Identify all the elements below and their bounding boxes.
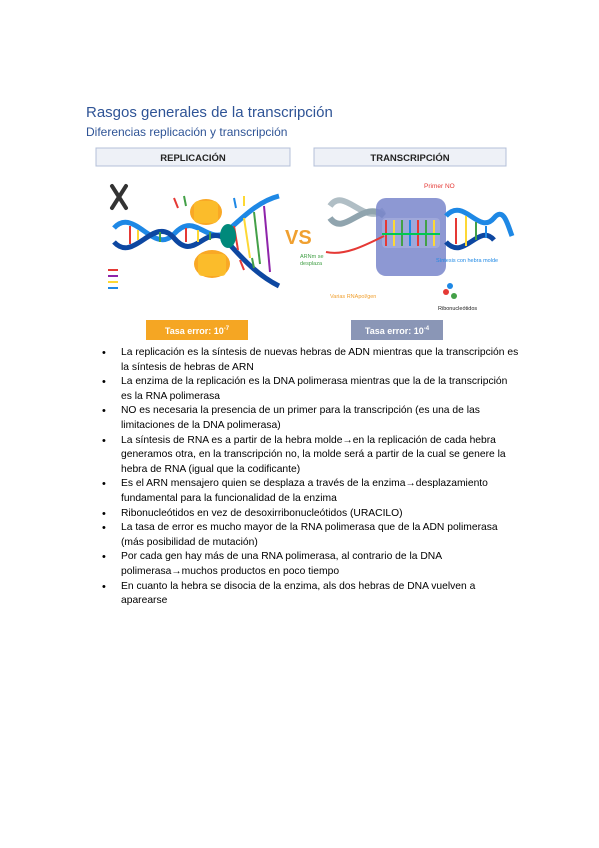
- ribonucleotide-icon: [443, 289, 449, 295]
- list-item: • Por cada gen hay más de una RNA polimerasa, al contrario de la DNA polimerasa→muchos productos en poco tiempo: [100, 550, 520, 579]
- list-item: • Ribonucleótidos en vez de desoxirribonucleótidos (URACILO): [100, 507, 520, 522]
- replication-error-rate: Tasa error: $10^{-7}$: [164, 326, 230, 336]
- transcription-header-label: TRANSCRIPCIÓN: [370, 153, 450, 164]
- base-legend: [108, 270, 118, 288]
- list-item: • La tasa de error es mucho mayor de la RNA polimerasa que de la ADN polimerasa (más posibilidad de mutación): [100, 521, 520, 550]
- page-title: Rasgos generales de la transcripción: [86, 104, 333, 121]
- transcription-illustration: [326, 198, 512, 299]
- list-item: • Es el ARN mensajero quien se desplaza a través de la enzima→desplazamiento fundamental para la funcionalidad de la enzima: [100, 477, 520, 506]
- list-item: • La enzima de la replicación es la DNA polimerasa mientras que la de la transcripción es la RNA polimerasa: [100, 375, 520, 404]
- mrna-strand: [326, 236, 384, 253]
- page-subtitle: Diferencias replicación y transcripción: [86, 125, 288, 139]
- list-item: • La síntesis de RNA es a partir de la hebra molde→en la replicación de cada hebra generamos otra, en la transcripción no, la molde será a partir de la cual se genere la hebra de RNA (igual que la codificante): [100, 434, 520, 478]
- list-item: • NO es necesaria la presencia de un primer para la transcripción (es una de las limitaciones de la DNA polimerasa): [100, 404, 520, 433]
- transcription-error-rate: Tasa error: $10^{-4}$: [364, 326, 430, 336]
- comparison-figure: [94, 146, 519, 342]
- replication-illustration: [108, 186, 279, 288]
- versus-label: VS: [285, 227, 312, 249]
- replication-header-label: REPLICACIÓN: [160, 153, 226, 164]
- bullet-list: [100, 346, 520, 609]
- list-item: • En cuanto la hebra se disocia de la enzima, als dos hebras de DNA vuelven a aparearse: [100, 580, 520, 609]
- label-template-synthesis: Síntesis con hebra molde: [436, 258, 499, 264]
- label-rnapol-per-gene: Varias RNApol/gen: [330, 294, 377, 300]
- helicase: [220, 224, 236, 248]
- label-mrna-line2: desplaza: [300, 261, 323, 267]
- label-mrna-line1: ARNm se: [300, 254, 324, 260]
- label-ribonucleotides: Ribonucleótidos: [438, 306, 478, 312]
- chromosome-icon: [112, 186, 126, 208]
- label-primer-no: Primer NO: [424, 183, 455, 190]
- list-item: • La replicación es la síntesis de nuevas hebras de ADN mientras que la transcripción es la síntesis de hebras de ARN: [100, 346, 520, 375]
